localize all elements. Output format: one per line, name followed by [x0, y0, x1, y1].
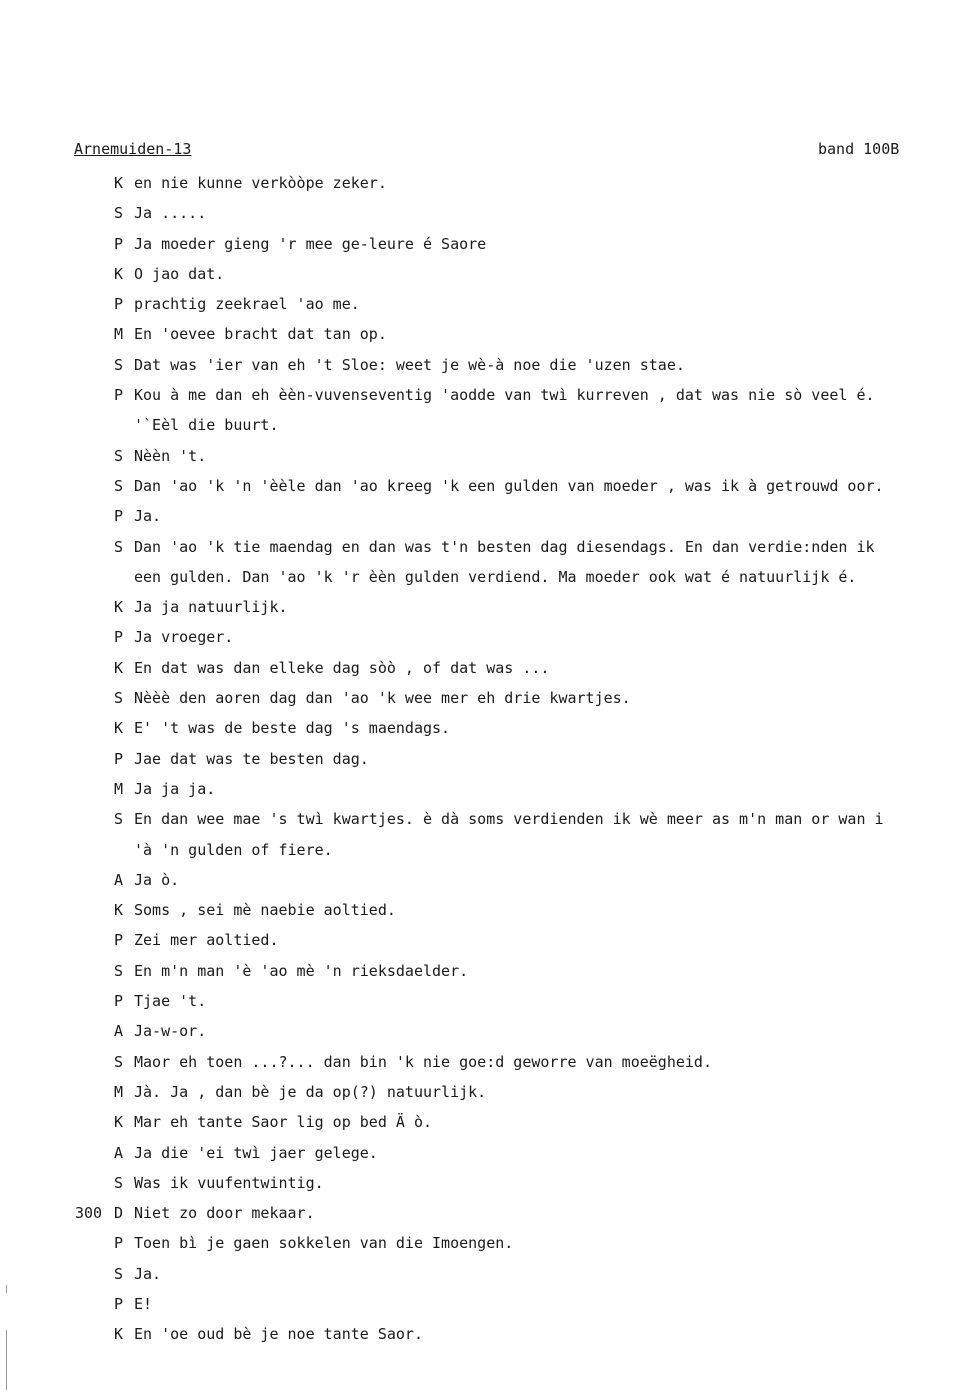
utterance-text: Dat was 'ier van eh 't Sloe: weet je wè-à noe die 'uzen stae.	[134, 355, 685, 374]
transcript-line	[0, 713, 973, 743]
speaker-code: P	[114, 234, 124, 253]
transcript-line	[0, 1047, 973, 1077]
transcript-line	[0, 441, 973, 471]
utterance-text: Ja die 'ei twì jaer gelege.	[134, 1143, 378, 1162]
transcript-line	[0, 1289, 973, 1319]
transcript-line	[0, 683, 973, 713]
transcript-line	[0, 653, 973, 683]
transcript-line	[0, 956, 973, 986]
transcript-line	[0, 198, 973, 228]
document-title: Arnemuiden-13	[74, 140, 192, 158]
utterance-text: Ja.	[134, 507, 162, 526]
speaker-code: P	[114, 1294, 124, 1313]
transcript-line	[0, 289, 973, 319]
speaker-code: K	[114, 264, 124, 283]
margin-mark	[6, 1285, 7, 1293]
utterance-text: Ja moeder gieng 'r mee ge-leure é Saore	[134, 234, 487, 253]
transcript-line	[0, 1138, 973, 1168]
speaker-code: S	[114, 537, 124, 556]
utterance-text: En m'n man 'è 'ao mè 'n rieksdaelder.	[134, 961, 469, 980]
transcript-line	[0, 1319, 973, 1349]
speaker-code: K	[114, 1113, 124, 1132]
transcript-line	[0, 774, 973, 804]
utterance-text: En 'oevee bracht dat tan op.	[134, 325, 387, 344]
transcript-line	[0, 804, 973, 834]
transcript-line	[0, 1077, 973, 1107]
transcript-line	[0, 501, 973, 531]
utterance-text: En dat was dan elleke dag sòò , of dat was ...	[134, 658, 550, 677]
margin-mark	[6, 1330, 7, 1390]
transcript-body	[0, 168, 973, 1350]
transcript-line	[0, 895, 973, 925]
utterance-text: En 'oe oud bè je noe tante Saor.	[134, 1325, 423, 1344]
speaker-code: P	[114, 1234, 124, 1253]
speaker-code: S	[114, 204, 124, 223]
speaker-code: D	[114, 1204, 124, 1223]
utterance-text: een gulden. Dan 'ao 'k 'r èèn gulden verdiend. Ma moeder ook wat é natuurlijk é.	[134, 567, 857, 586]
line-number: 300	[75, 1204, 103, 1223]
utterance-text: Was ik vuufentwintig.	[134, 1173, 324, 1192]
speaker-code: K	[114, 719, 124, 738]
speaker-code: P	[114, 749, 124, 768]
utterance-text: Dan 'ao 'k tie maendag en dan was t'n besten dag diesendags. En dan verdie:nden ik	[134, 537, 875, 556]
speaker-code: S	[114, 1173, 124, 1192]
speaker-code: P	[114, 295, 124, 314]
transcript-line	[0, 319, 973, 349]
utterance-text: en nie kunne verkòòpe zeker.	[134, 174, 387, 192]
speaker-code: A	[114, 870, 124, 889]
speaker-code: K	[114, 1325, 124, 1344]
utterance-text: Ja .....	[134, 204, 207, 223]
utterance-text: Toen bì je gaen sokkelen van die Imoengen.	[134, 1234, 514, 1253]
transcript-line	[0, 562, 973, 592]
utterance-text: Ja ò.	[134, 870, 180, 889]
speaker-code: S	[114, 689, 124, 708]
utterance-text: E!	[134, 1294, 153, 1313]
speaker-code: K	[114, 901, 124, 920]
utterance-text: Kou à me dan eh èèn-vuvenseventig 'aodde van twì kurreven , dat was nie sò veel é.	[134, 386, 875, 405]
speaker-code: P	[114, 628, 124, 647]
transcript-line	[0, 592, 973, 622]
transcript-line	[0, 532, 973, 562]
speaker-code: M	[114, 325, 124, 344]
speaker-code: M	[114, 1082, 124, 1101]
speaker-code: S	[114, 476, 124, 495]
speaker-code: P	[114, 931, 124, 950]
speaker-code: S	[114, 355, 124, 374]
utterance-text: Zei mer aoltied.	[134, 931, 279, 950]
transcript-line	[0, 471, 973, 501]
transcript-line	[0, 744, 973, 774]
utterance-text: '`Eèl die buurt.	[134, 416, 279, 435]
utterance-text: Nèèn 't.	[134, 446, 207, 465]
utterance-text: Ja ja natuurlijk.	[134, 598, 288, 617]
transcript-line	[0, 1228, 973, 1258]
speaker-code: K	[114, 598, 124, 617]
transcript-line	[0, 1107, 973, 1137]
transcript-line	[0, 865, 973, 895]
speaker-code: M	[114, 779, 124, 798]
speaker-code: P	[114, 386, 124, 405]
utterance-text: E' 't was de beste dag 's maendags.	[134, 719, 451, 738]
transcript-line	[0, 229, 973, 259]
utterance-text: Ja.	[134, 1264, 162, 1283]
transcript-line	[0, 622, 973, 652]
utterance-text: Ja-w-or.	[134, 1022, 207, 1041]
utterance-text: Niet zo door mekaar.	[134, 1204, 315, 1223]
transcript-line	[0, 1016, 973, 1046]
transcript-line	[0, 1259, 973, 1289]
speaker-code: S	[114, 1052, 124, 1071]
utterance-text: Mar eh tante Saor lig op bed Ä ò.	[134, 1113, 433, 1132]
utterance-text: Soms , sei mè naebie aoltied.	[134, 901, 396, 920]
utterance-text: Nèèè den aoren dag dan 'ao 'k wee mer eh drie kwartjes.	[134, 689, 631, 708]
utterance-text: 'à 'n gulden of fiere.	[134, 840, 333, 859]
transcript-line	[0, 1198, 973, 1228]
utterance-text: Dan 'ao 'k 'n 'èèle dan 'ao kreeg 'k een gulden van moeder , was ik à getrouwd oor.	[134, 476, 884, 495]
transcript-line	[0, 168, 973, 198]
speaker-code: A	[114, 1022, 124, 1041]
transcript-line	[0, 835, 973, 865]
utterance-text: Jà. Ja , dan bè je da op(?) natuurlijk.	[134, 1082, 487, 1101]
transcript-line	[0, 350, 973, 380]
transcript-line	[0, 1168, 973, 1198]
transcript-line	[0, 986, 973, 1016]
speaker-code: S	[114, 961, 124, 980]
tape-reference: band 100B	[818, 140, 900, 158]
transcript-line	[0, 410, 973, 440]
speaker-code: P	[114, 992, 124, 1011]
speaker-code: P	[114, 507, 124, 526]
utterance-text: Ja ja ja.	[134, 779, 216, 798]
utterance-text: Tjae 't.	[134, 992, 207, 1011]
transcript-line	[0, 259, 973, 289]
utterance-text: Maor eh toen ...?... dan bin 'k nie goe:d geworre van moeëgheid.	[134, 1052, 712, 1071]
utterance-text: prachtig zeekrael 'ao me.	[134, 295, 360, 314]
speaker-code: S	[114, 810, 124, 829]
utterance-text: Jae dat was te besten dag.	[134, 749, 369, 768]
utterance-text: Ja vroeger.	[134, 628, 234, 647]
utterance-text: En dan wee mae 's twì kwartjes. è dà soms verdienden ik wè meer as m'n man or wan i	[134, 810, 884, 829]
utterance-text: O jao dat.	[134, 264, 225, 283]
speaker-code: K	[114, 658, 124, 677]
speaker-code: A	[114, 1143, 124, 1162]
transcript-line	[0, 925, 973, 955]
speaker-code: K	[114, 174, 124, 192]
speaker-code: S	[114, 1264, 124, 1283]
speaker-code: S	[114, 446, 124, 465]
transcript-line	[0, 380, 973, 410]
